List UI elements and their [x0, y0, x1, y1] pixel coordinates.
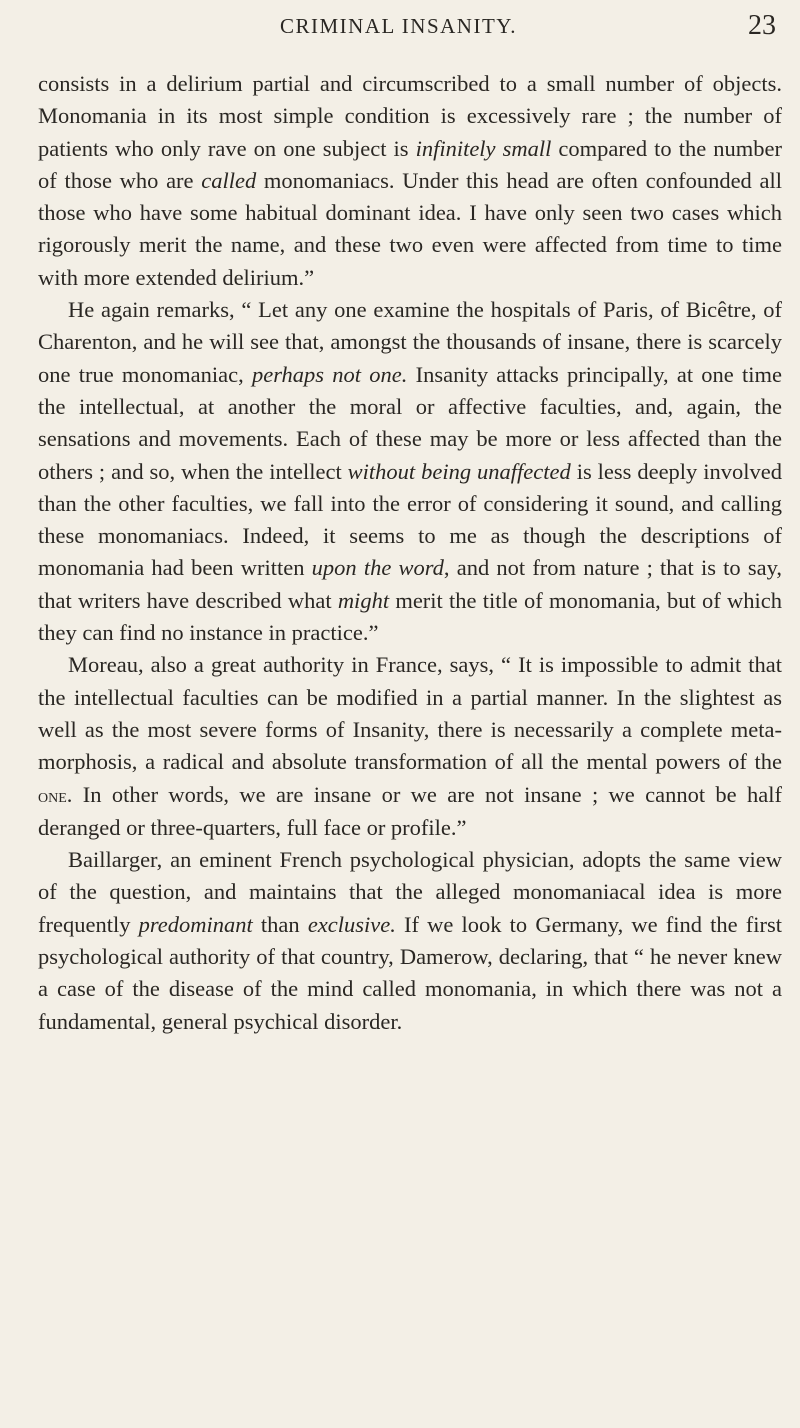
page-number: 23: [748, 10, 776, 41]
italic-text: might: [337, 587, 390, 613]
text-run: . In other words, we are insane or we are not insane ; we cannot be half deranged or three-quarters, full face or profile.”: [38, 781, 782, 840]
text-run: than: [252, 911, 308, 937]
text-run: monomaniacs. Under this head are often confounded all those who have some habitual dominant idea. I have only seen two cases which rigorously merit the name, and these two even were affected from time to time with more extended delirium.”: [38, 167, 782, 290]
italic-text: without being unaffected: [347, 458, 571, 484]
smallcaps-text: one: [38, 784, 67, 807]
body-text: [38, 68, 782, 1038]
italic-text: exclusive.: [307, 911, 396, 937]
page-header: [0, 8, 800, 48]
italic-text: upon the word: [311, 555, 444, 581]
text-run: If we look to Germany, we find the first psychological authority of that country, Damerow, declaring, that “ he never knew a case of the disease of the mind called monomania, in which there was not a fundamental, general psychical disorder.: [38, 911, 782, 1034]
paragraph-2: [38, 294, 782, 649]
paragraph-4: [38, 844, 782, 1038]
text-run: compared to the number of those who are: [38, 135, 782, 193]
italic-text: perhaps not one.: [251, 361, 408, 387]
text-run: Baillarger, an eminent French psychological physician, adopts the same view of the question, and maintains that the alleged monomaniacal idea is more frequently: [38, 847, 782, 937]
text-run: merit the title of monomania, but of which they can find no instance in practice.”: [38, 587, 782, 646]
text-run: Moreau, also a great authority in France, says, “ It is impossible to admit that the intellectual faculties can be modified in a partial manner. In the slightest as well as the most severe forms of Insanity, there is necessarily a complete metamorphosis, a radical and absolute transformation of all the mental powers of the: [38, 652, 782, 775]
paragraph-1: [38, 68, 782, 294]
paragraph-3: [38, 649, 782, 844]
text-run: Insanity attacks principally, at one time the intellectual, at another the moral or affective faculties, and, again, the sensations and movements. Each of these may be more or less affected than the others ; and so, when the intellect: [38, 361, 782, 484]
text-run: , and not from nature ; that is to say, that writers have described what: [38, 555, 782, 613]
text-run: is less deeply involved than the other faculties, we fall into the error of considering it sound, and calling these monomaniacs. Indeed, it seems to me as though the descriptions of monomania had been written: [38, 458, 782, 581]
text-run: consists in a delirium partial and circumscribed to a small number of objects. Monomania in its most simple condition is excessively rare ; the number of patients who only rave on one subject is: [38, 71, 782, 161]
running-head: CRIMINAL INSANITY.: [280, 14, 517, 38]
italic-text: infinitely small: [415, 135, 552, 161]
text-run: He again remarks, “ Let any one examine the hospitals of Paris, of Bicêtre, of Charenton, and he will see that, amongst the thousands of insane, there is scarcely one true monomaniac,: [38, 297, 782, 387]
italic-text: predominant: [138, 911, 253, 937]
italic-text: called: [201, 167, 257, 193]
